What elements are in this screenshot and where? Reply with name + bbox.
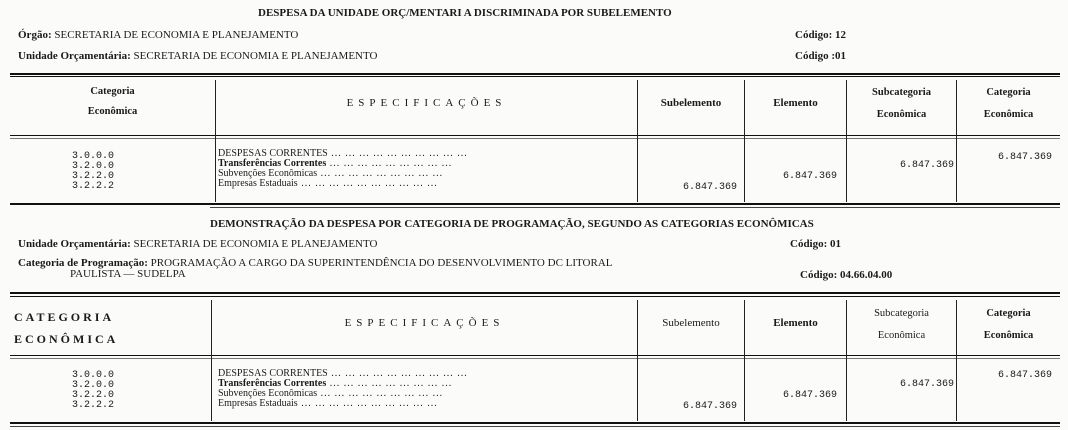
table2-bottom-rule xyxy=(10,422,1060,424)
table1-bottom-rule-thin xyxy=(210,207,1060,208)
code-row: 3.2.2.0 xyxy=(72,171,115,182)
table1-header-categoria-economica xyxy=(957,82,1060,126)
table1-codes xyxy=(72,152,114,192)
table2-subelemento-value: 6.847.369 xyxy=(683,401,738,412)
header-subcat-line1: Subcategoria xyxy=(872,87,931,98)
table1-top-rule-thin xyxy=(10,76,1060,77)
header-catecon-line2: Econômica xyxy=(983,109,1034,120)
spec-row: Empresas Estaduais ... ... ... ... ... ... ... ... ... ... xyxy=(218,178,438,189)
unidade-value: SECRETARIA DE ECONOMIA E PLANEJAMENTO xyxy=(133,50,378,62)
table2-bottom-rule-thin xyxy=(10,426,1060,427)
spec-row: Transferências Correntes ... ... ... ... ... ... ... ... ... xyxy=(218,158,453,169)
unidade2-label: Unidade Orçamentária: xyxy=(18,238,131,250)
spec-row: Subvenções Econômicas ... ... ... ... ... ... ... ... ... xyxy=(218,168,444,179)
table2-categoria-value: 6.847.369 xyxy=(998,370,1053,381)
table2-header-categoria-economica xyxy=(957,303,1060,347)
header-subcat-line2: Econômica xyxy=(876,109,927,120)
table2-header-rule xyxy=(10,355,1060,356)
orgao-code: Código: 12 xyxy=(795,29,847,41)
code-row: 3.0.0.0 xyxy=(72,370,115,381)
unidade-code: Código :01 xyxy=(795,50,847,62)
unidade-line-2 xyxy=(18,238,377,250)
table2-header-subcategoria xyxy=(847,303,956,347)
header2-catecon-line2: Econômica xyxy=(983,330,1034,341)
unidade2-code: Código: 01 xyxy=(790,238,842,250)
table1-subelemento-value: 6.847.369 xyxy=(683,182,738,193)
orgao-label: Órgão: xyxy=(18,29,52,41)
code-row: 3.2.2.2 xyxy=(72,400,115,411)
table2-specs xyxy=(218,369,468,409)
table1-header-rule-thin xyxy=(10,138,1060,139)
header2-catecon-line1: Categoria xyxy=(986,308,1031,319)
table1-header-categoria xyxy=(10,82,215,122)
table2-header-elemento: Elemento xyxy=(773,317,818,329)
table1-bottom-rule xyxy=(10,203,1060,205)
spec-row: Subvenções Econômicas ... ... ... ... ... ... ... ... ... xyxy=(218,388,444,399)
table1-header-subcategoria xyxy=(847,82,956,126)
unidade-line-1 xyxy=(18,50,377,62)
code-row: 3.2.0.0 xyxy=(72,380,115,391)
table1-categoria-value: 6.847.369 xyxy=(998,152,1053,163)
programacao-block xyxy=(18,258,613,280)
table2-top-rule xyxy=(10,292,1060,294)
header-cat-line2: Econômica xyxy=(87,106,138,117)
code-row: 3.0.0.0 xyxy=(72,151,115,162)
section2-title: DEMONSTRAÇÃO DA DESPESA POR CATEGORIA DE PROGRAMAÇÃO, SEGUNDO AS CATEGORIAS ECONÔMICAS xyxy=(210,218,814,230)
table1-specs xyxy=(218,149,468,189)
table2-header-specs: ESPECIFICAÇÕES xyxy=(344,317,505,329)
orgao-line xyxy=(18,29,298,41)
table1-header-specs: ESPECIFICAÇÕES xyxy=(346,97,507,109)
spec-row: DESPESAS CORRENTES ... ... ... ... ... ... ... ... ... ... xyxy=(218,368,468,379)
table2-codes xyxy=(72,371,114,411)
section1-title: DESPESA DA UNIDADE ORÇ/MENTARI A DISCRIMINADA POR SUBELEMENTO xyxy=(258,7,672,19)
header2-subcat-line1: Subcategoria xyxy=(874,308,929,319)
table2-header-subelemento: Subelemento xyxy=(662,317,720,329)
table2-header-rule-thin xyxy=(10,358,1060,359)
header-cat-line1: Categoria xyxy=(90,86,135,97)
header2-subcat-line2: Econômica xyxy=(877,330,926,341)
table1-subcategoria-value: 6.847.369 xyxy=(900,160,955,171)
code-row: 3.2.0.0 xyxy=(72,161,115,172)
code-row: 3.2.2.2 xyxy=(72,181,115,192)
table1-header-elemento: Elemento xyxy=(773,97,818,109)
table1-elemento-value: 6.847.369 xyxy=(783,171,838,182)
orgao-value: SECRETARIA DE ECONOMIA E PLANEJAMENTO xyxy=(54,29,299,41)
progr-code: Código: 04.66.04.00 xyxy=(800,269,893,281)
table1-header-rule xyxy=(10,135,1060,136)
progr-label: Categoria de Programação: xyxy=(18,257,148,269)
header-catecon-line1: Categoria xyxy=(986,87,1031,98)
spec-row: Transferências Correntes ... ... ... ... ... ... ... ... ... xyxy=(218,378,453,389)
table2-elemento-value: 6.847.369 xyxy=(783,390,838,401)
table2-subcategoria-value: 6.847.369 xyxy=(900,379,955,390)
unidade2-value: SECRETARIA DE ECONOMIA E PLANEJAMENTO xyxy=(133,238,378,250)
table1-header-subelemento: Subelemento xyxy=(660,97,722,109)
header2-cat-line2: ECONÔMICA xyxy=(14,332,119,346)
progr-value-line1: PROGRAMAÇÃO A CARGO DA SUPERINTENDÊNCIA DO DESENVOLVIMENTO DC LITORAL xyxy=(150,257,613,269)
table2-header-categoria xyxy=(14,306,118,350)
progr-value-line2: PAULISTA — SUDELPA xyxy=(70,268,186,280)
spec-row: Empresas Estaduais ... ... ... ... ... ... ... ... ... ... xyxy=(218,398,438,409)
table2-top-rule-thin xyxy=(10,296,1060,297)
code-row: 3.2.2.0 xyxy=(72,390,115,401)
table1-top-rule xyxy=(10,73,1060,75)
spec-row: DESPESAS CORRENTES ... ... ... ... ... ... ... ... ... ... xyxy=(218,148,468,159)
unidade-label: Unidade Orçamentária: xyxy=(18,50,131,62)
header2-cat-line1: CATEGORIA xyxy=(14,310,115,324)
